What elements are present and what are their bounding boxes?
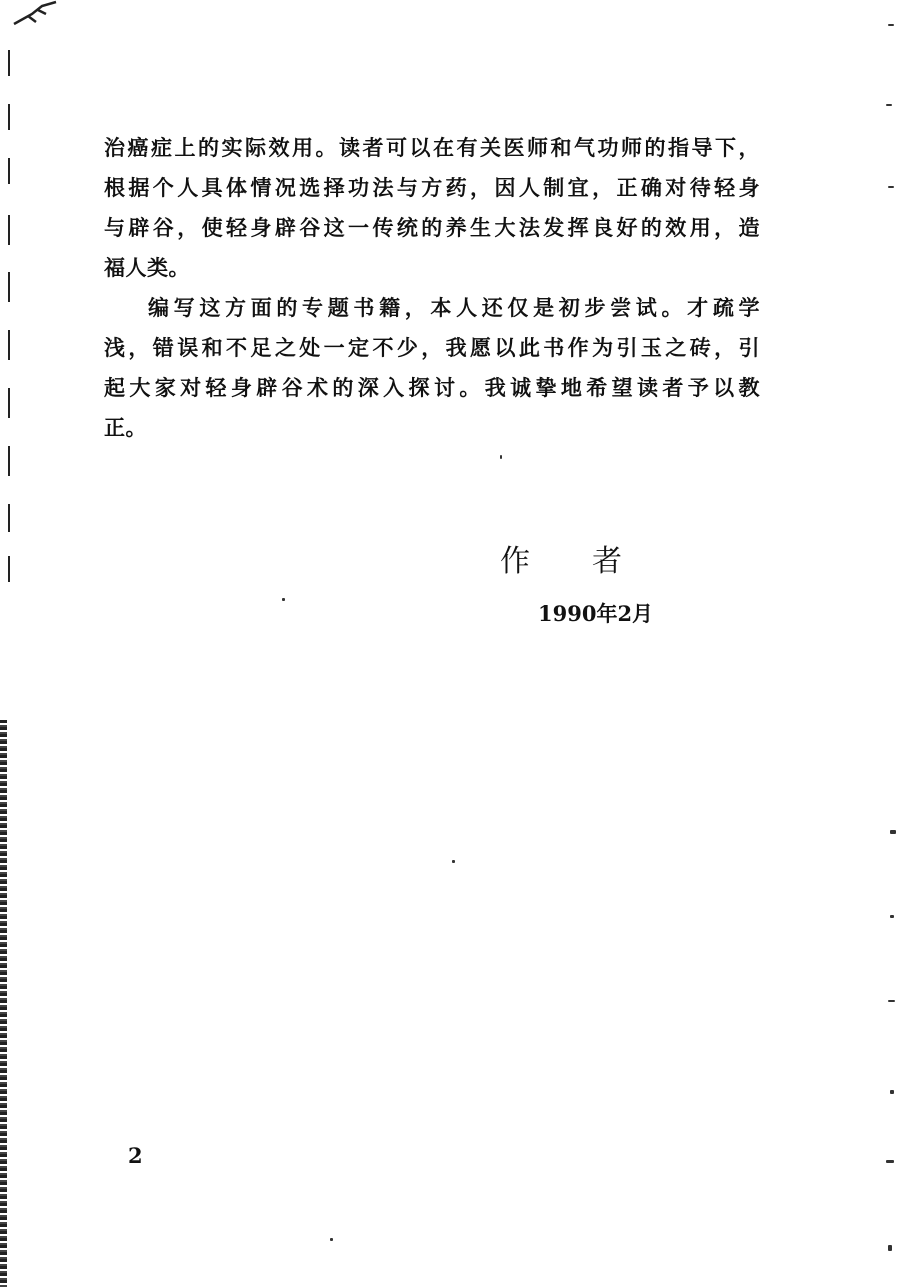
body-line: 浅，错误和不足之处一定不少，我愿以此书作为引玉之砖，引 — [104, 335, 760, 360]
scan-speck — [452, 860, 455, 863]
scan-speck — [888, 1000, 895, 1002]
scan-tick — [8, 504, 10, 532]
body-line: 起大家对轻身辟谷术的深入探讨。我诚挚地希望读者予以教 — [104, 375, 760, 400]
scan-tick — [8, 215, 10, 245]
scan-tick — [8, 104, 10, 130]
scan-corner-mark — [12, 0, 58, 28]
signature-date: 1990年2月 — [538, 601, 654, 626]
body-line: 福人类。 — [104, 255, 190, 280]
scan-speck — [886, 104, 892, 106]
scan-tick — [8, 556, 10, 582]
body-line: 正。 — [104, 415, 147, 440]
scan-speck — [330, 1238, 333, 1241]
scan-speck — [890, 830, 896, 834]
scan-speck — [890, 1090, 894, 1094]
scan-speck — [890, 915, 894, 918]
body-line: 根据个人具体情况选择功法与方药，因人制宜，正确对待轻身 — [104, 175, 760, 200]
page-number: 2 — [128, 1143, 143, 1168]
scan-binding-edge — [0, 720, 7, 1287]
scan-tick — [8, 158, 10, 184]
scan-speck — [886, 1160, 894, 1163]
scan-tick — [8, 50, 10, 76]
scan-speck — [888, 24, 894, 26]
author-signature: 作者 — [500, 544, 684, 579]
body-line: 治癌症上的实际效用。读者可以在有关医师和气功师的指导下， — [104, 135, 760, 160]
scan-speck — [282, 598, 285, 601]
body-line: 与辟谷，使轻身辟谷这一传统的养生大法发挥良好的效用，造 — [104, 215, 760, 240]
scan-speck — [888, 1245, 892, 1251]
scan-speck — [888, 186, 894, 188]
body-text — [104, 128, 760, 448]
scan-tick — [8, 388, 10, 418]
body-line: 编写这方面的专题书籍，本人还仅是初步尝试。才疏学 — [148, 295, 760, 320]
scan-tick — [8, 330, 10, 360]
scan-tick — [8, 446, 10, 476]
scan-speck — [500, 455, 502, 459]
scan-tick — [8, 272, 10, 302]
